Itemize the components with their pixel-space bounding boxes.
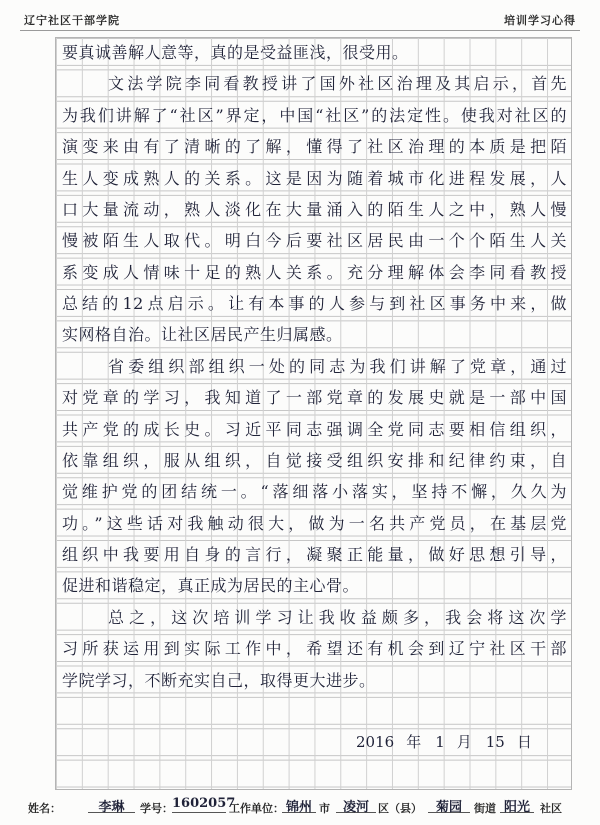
handwritten-line: 慢被陌生人取代。明白今后要社区居民由一个个陌生人关: [62, 231, 567, 251]
blank-row: [56, 760, 571, 791]
text-row: [56, 383, 571, 414]
text-row: [56, 571, 571, 602]
text-row: [56, 352, 571, 383]
handwritten-line: 习所获运用到实际工作中，希望还有机会到辽宁社区干部: [62, 639, 567, 659]
text-row: [56, 101, 571, 132]
community-label: 社区: [540, 803, 562, 815]
manuscript-grid: [55, 37, 572, 790]
author-info-footer: [0, 796, 600, 818]
text-row: [56, 634, 571, 665]
student-id: 1602057: [172, 796, 236, 811]
text-row: [56, 132, 571, 163]
text-row: [56, 38, 571, 69]
text-row: [56, 415, 571, 446]
handwritten-line: 对党章的学习，我知道了一部党章的发展史就是一部中国: [62, 388, 567, 408]
blank-row: [56, 697, 571, 728]
date-day: 15: [485, 733, 505, 752]
text-row: [56, 540, 571, 571]
document-title: 培训学习心得: [504, 15, 576, 27]
handwritten-line: 生人变成熟人的关系。这是因为随着城市化进程发展，人: [62, 168, 567, 188]
text-row: [56, 195, 571, 226]
handwritten-line: 组织中我要用自身的言行，凝聚正能量，做好思想引导，: [62, 545, 567, 564]
handwritten-line: 总结的12点启示。让有本事的人参与到社区事务中来，做: [62, 294, 567, 313]
text-row: [56, 509, 571, 540]
handwritten-line: 促进和谐稳定，真正成为居民的主心骨。: [62, 576, 360, 596]
text-row: [56, 258, 571, 289]
student-id-label: 学号：: [140, 803, 173, 815]
text-row: [56, 666, 571, 697]
text-row: [56, 477, 571, 508]
text-row: [56, 446, 571, 477]
date-month-label: 月: [456, 733, 472, 752]
handwritten-line: 实网格自治。让社区居民产生归属感。: [62, 325, 343, 345]
text-row: [56, 69, 571, 100]
handwritten-line: 要真诚善解人意等，真的是受益匪浅，很受用。: [62, 43, 409, 62]
street-value: 菊园: [428, 796, 470, 813]
date-month: 1: [435, 733, 445, 752]
date-year-label: 年: [406, 733, 422, 752]
handwritten-line: 为我们讲解了“社区”界定，中国“社区”的法定性。使我对社区的: [62, 105, 567, 125]
handwritten-line: 学院学习，不断充实自己，取得更大进步。: [62, 670, 376, 690]
text-row: [56, 226, 571, 257]
date-year: 2016: [356, 733, 395, 752]
handwritten-line: 文法学院李同看教授讲了国外社区治理及其启示，首先: [108, 74, 567, 94]
handwritten-line: 共产党的成长史。习近平同志强调全党同志要相信组织，: [62, 419, 567, 439]
text-row: [56, 164, 571, 195]
district-label: 区（县）: [378, 803, 422, 815]
city-value: 锦州: [282, 796, 316, 813]
author-name: 李琳: [88, 796, 135, 813]
handwritten-line: 演变来由有了清晰的了解，懂得了社区治理的本质是把陌: [62, 137, 567, 157]
name-label: 姓名：: [28, 803, 61, 815]
text-row: [56, 603, 571, 634]
text-row: [56, 289, 571, 320]
city-label: 市: [319, 803, 330, 815]
district-value: 凌河: [336, 796, 376, 813]
handwritten-line: 系变成人情味十足的熟人关系。充分理解体会李同看教授: [62, 262, 567, 282]
signature-date: [356, 728, 546, 757]
street-label: 街道: [474, 803, 496, 815]
date-row: [56, 728, 571, 759]
school-name: 辽宁社区干部学院: [24, 15, 120, 27]
text-body: [56, 38, 571, 789]
handwritten-line: 依靠组织，服从组织，自觉接受组织安排和纪律约束，自: [62, 450, 567, 470]
handwritten-line: 口大量流动，熟人淡化在大量涌入的陌生人之中，熟人慢: [62, 199, 567, 219]
community-value: 阳光: [500, 796, 534, 813]
handwritten-line: 总之，这次培训学习让我收益颇多，我会将这次学: [108, 607, 567, 627]
text-row: [56, 320, 571, 351]
date-day-label: 日: [516, 733, 532, 752]
handwritten-line: 功。”这些话对我触动很大，做为一名共产党员，在基层党: [62, 513, 567, 533]
work-unit-label: 工作单位：: [229, 803, 284, 815]
page-header: [20, 8, 580, 31]
handwritten-line: 省委组织部组织一处的同志为我们讲解了党章，通过: [108, 356, 567, 376]
handwritten-line: 觉维护党的团结统一。“落细落小落实，坚持不懈，久久为: [62, 482, 567, 502]
